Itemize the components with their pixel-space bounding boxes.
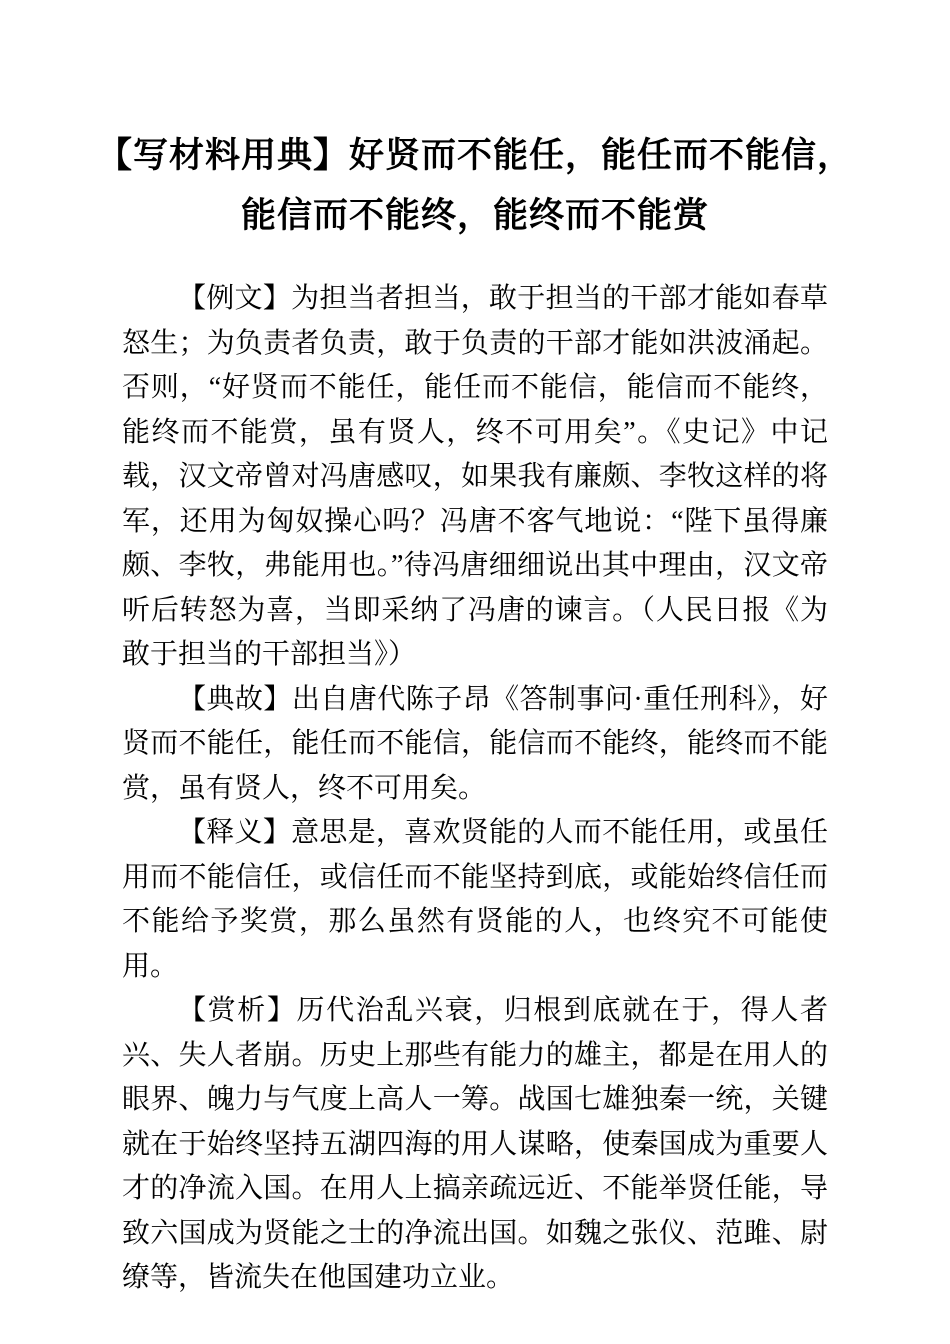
page-title-line-2: 能信而不能终，能终而不能赏 (240, 196, 709, 235)
section-text-definition: 意思是，喜欢贤能的人而不能任用，或虽任用而不能信任，或信任而不能坚持到底，或能始终信任而不能给予奖赏，那么虽然有贤能的人，也终究不可能使用。 (122, 817, 828, 982)
page-title (86, 126, 864, 246)
section-text-analysis: 历代治乱兴衰，归根到底就在于，得人者兴、失人者崩。历史上那些有能力的雄主，都是在用人的眼界、魄力与气度上高人一筹。战国七雄独秦一统，关键就在于始终坚持五湖四海的用人谋略，使秦国成为重要人才的净流入国。在用人上搞亲疏远近、不能举贤任能，导致六国成为贤能之士的净流出国。如魏之张仪、范雎、尉缭等，皆流失在他国建功立业。 (122, 995, 828, 1293)
section-label-example: 【例文】 (178, 283, 292, 314)
section-text-allusion: 出自唐代陈子昂《答制事问·重任刑科》，好贤而不能任，能任而不能信，能信而不能终，能终而不能赏，虽有贤人，终不可用矣。 (122, 683, 828, 804)
paragraph-definition (122, 811, 828, 989)
document-body (122, 277, 828, 1301)
section-label-analysis: 【赏析】 (178, 995, 297, 1026)
section-label-definition: 【释义】 (178, 817, 292, 848)
section-text-example: 为担当者担当，敢于担当的干部才能如春草怒生；为负责者负责，敢于负责的干部才能如洪波涌起。否则，“好贤而不能任，能任而不能信，能信而不能终，能终而不能赏，虽有贤人，终不可用矣”。《史记》中记载，汉文帝曾对冯唐感叹，如果我有廉颇、李牧这样的将军，还用为匈奴操心吗？冯唐不客气地说：“陛下虽得廉颇、李牧，弗能用也。”待冯唐细细说出其中理由，汉文帝听后转怒为喜，当即采纳了冯唐的谏言。（人民日报《为敢于担当的干部担当》） (122, 283, 828, 670)
section-label-allusion: 【典故】 (178, 683, 292, 715)
paragraph-analysis (122, 989, 828, 1301)
page-title-line-1: 【写材料用典】好贤而不能任，能任而不能信， (96, 136, 853, 175)
paragraph-example (122, 277, 828, 678)
paragraph-allusion (122, 678, 828, 812)
